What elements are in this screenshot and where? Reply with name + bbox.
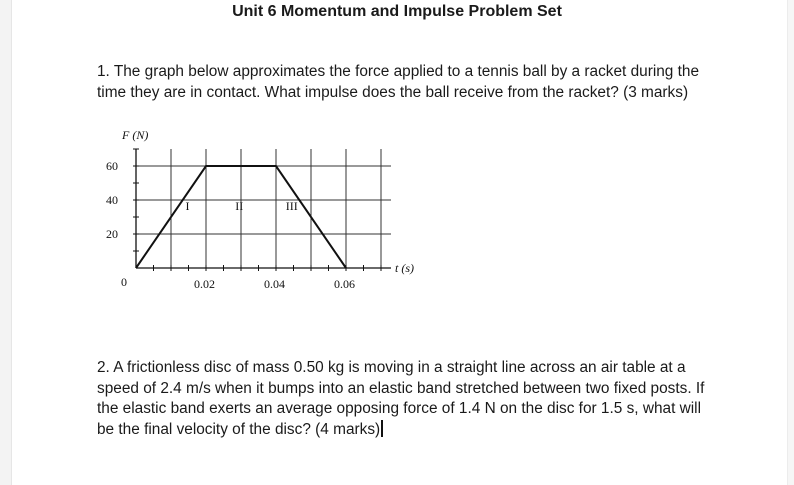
question-1-text[interactable]: 1. The graph below approximates the force applied to a tennis ball by a racket during the time they are in contact. What impulse does the ball receive from the racket? (3 marks) (97, 63, 700, 101)
region-label: III (285, 199, 298, 214)
question-2-body: 2. A frictionless disc of mass 0.50 kg is moving in a straight line across an air table at a speed of 2.4 m/s when it bumps into an elastic band stretched between two fixed posts. If the elastic band exerts an average opposing force of 1.4 N on the disc for 1.5 s, what will be the final velocity of the disc? (4 marks) (97, 359, 705, 438)
region-label: I (185, 199, 190, 214)
y-axis-label: F (N) (122, 128, 149, 142)
x-tick-label: 0.06 (334, 277, 355, 291)
origin-label: 0 (121, 275, 127, 289)
text-cursor (381, 420, 383, 437)
y-tick-label: 40 (106, 193, 118, 207)
page-margin-left (0, 0, 12, 485)
page-margin-right (787, 0, 794, 485)
region-label: II (235, 199, 244, 214)
document-title: Unit 6 Momentum and Impulse Problem Set (232, 3, 562, 20)
axis-ticks (133, 149, 381, 271)
x-tick-label: 0.02 (194, 277, 215, 291)
force-time-graph (90, 128, 440, 305)
x-axis-label: t (s) (395, 261, 414, 275)
question-2-text[interactable] (97, 358, 707, 440)
y-tick-label: 60 (106, 159, 118, 173)
x-tick-label: 0.04 (264, 277, 285, 291)
y-tick-label: 20 (106, 227, 118, 241)
